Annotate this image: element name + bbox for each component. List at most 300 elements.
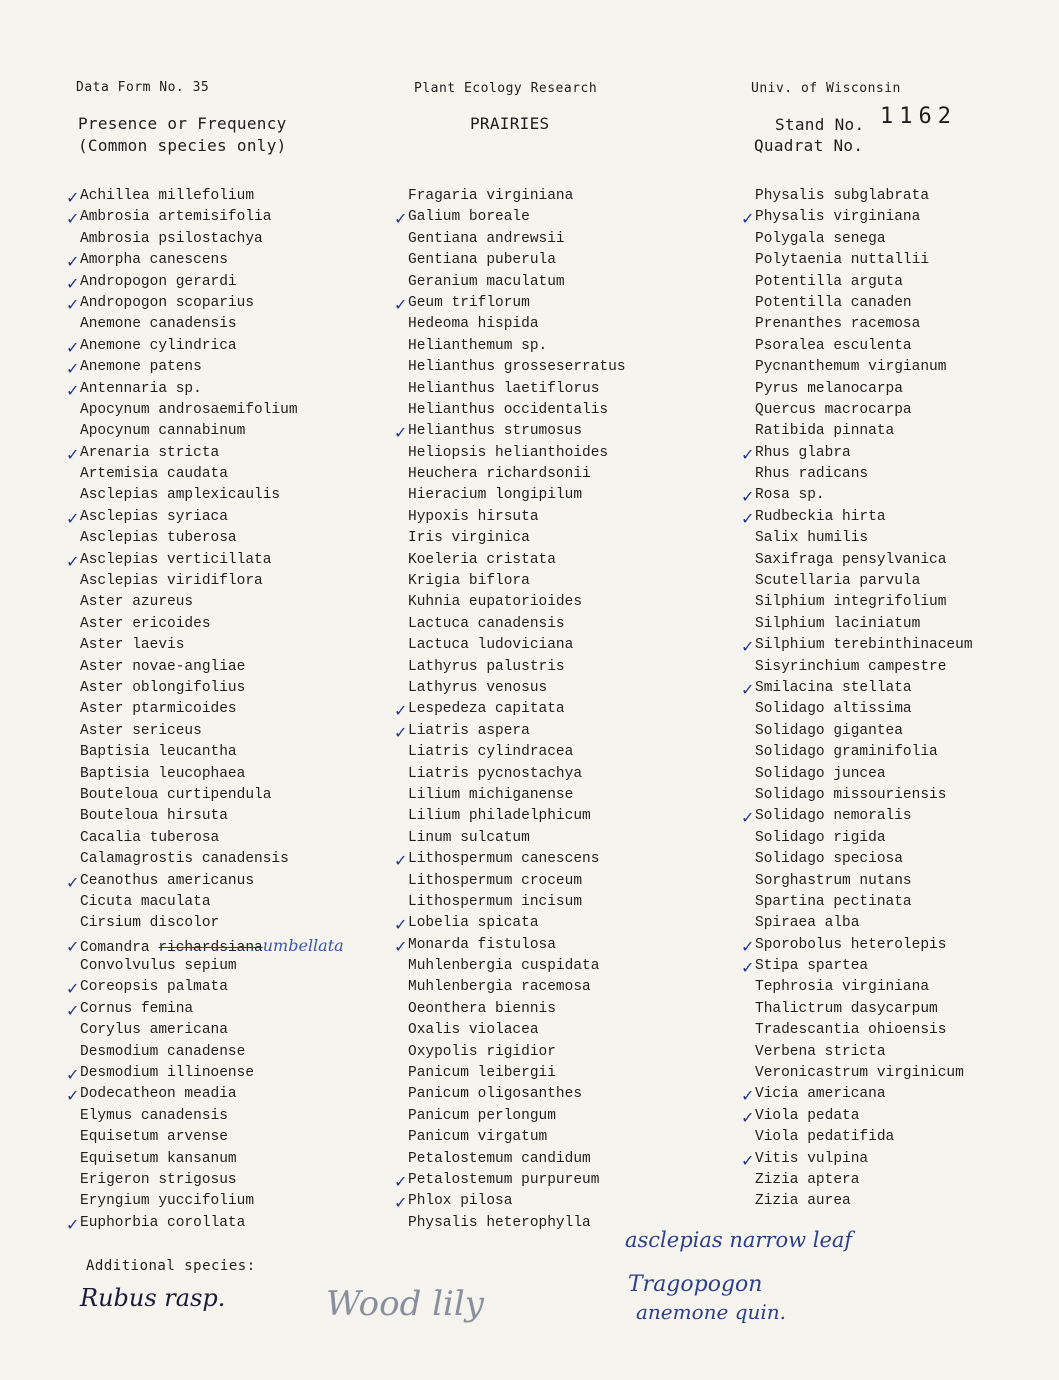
species-name: Panicum leibergii	[408, 1065, 556, 1082]
species-name: Helianthemum sp.	[408, 337, 548, 354]
species-name: Solidago nemoralis	[755, 808, 912, 825]
species-row	[755, 314, 1055, 335]
species-name: Sorghastrum nutans	[755, 872, 912, 889]
species-row	[80, 764, 380, 785]
species-name: Equisetum arvense	[80, 1129, 228, 1146]
species-name: Helianthus strumosus	[408, 423, 583, 440]
species-row	[408, 464, 708, 485]
species-row	[408, 550, 708, 571]
species-name: Petalostemum candidum	[408, 1150, 591, 1167]
species-row	[741, 956, 1055, 978]
species-row	[741, 935, 1055, 956]
species-name: Thalictrum dasycarpum	[755, 1000, 938, 1017]
checkmark-icon: ✓	[741, 958, 755, 978]
species-row	[755, 871, 1055, 892]
species-name: Achillea millefolium	[80, 188, 255, 204]
organization: Plant Ecology Research	[414, 81, 598, 96]
species-row	[80, 421, 380, 442]
species-row	[80, 742, 380, 763]
species-name: Anemone patens	[80, 359, 202, 376]
species-name: Potentilla arguta	[755, 273, 903, 290]
additional-species-label: Additional species:	[86, 1258, 256, 1274]
species-name: Iris virginica	[408, 530, 530, 547]
species-name: Monarda fistulosa	[408, 936, 556, 953]
species-row	[394, 207, 708, 229]
species-row	[408, 485, 708, 506]
species-row	[408, 1084, 708, 1105]
species-name: Zizia aurea	[755, 1193, 851, 1210]
species-name: Heliopsis helianthoides	[408, 444, 609, 461]
species-row	[408, 785, 708, 806]
species-row	[80, 571, 380, 592]
species-name: Erigeron strigosus	[80, 1171, 237, 1188]
checkmark-icon: ✓	[66, 188, 80, 207]
species-row	[80, 1106, 380, 1127]
species-name: Geranium maculatum	[408, 273, 565, 290]
species-row	[394, 1170, 708, 1191]
species-name: Sisyrinchium campestre	[755, 658, 947, 675]
section-title: PRAIRIES	[470, 114, 550, 133]
species-name: Aster sericeus	[80, 722, 202, 739]
species-name: Physalis subglabrata	[755, 188, 930, 204]
species-name: Liatris cylindracea	[408, 744, 574, 761]
species-row	[80, 892, 380, 913]
species-name: Salix humilis	[755, 530, 869, 547]
species-name: Viola pedatifida	[755, 1129, 895, 1146]
species-row	[755, 1170, 1055, 1191]
species-name: Bouteloua curtipendula	[80, 786, 272, 803]
species-name: Stipa spartea	[755, 958, 869, 975]
species-row	[755, 229, 1055, 250]
species-name: Rudbeckia hirta	[755, 508, 886, 525]
species-name: Equisetum kansanum	[80, 1150, 237, 1167]
species-row	[408, 806, 708, 827]
species-name: Lobelia spicata	[408, 915, 539, 932]
checkmark-icon: ✓	[394, 722, 408, 742]
species-row	[66, 293, 380, 314]
species-row	[408, 1127, 708, 1148]
species-name: Corylus americana	[80, 1022, 228, 1039]
species-row	[66, 250, 380, 272]
checkmark-icon: ✓	[66, 872, 80, 892]
handwritten-correction: umbellata	[262, 935, 344, 955]
struck-epithet: richardsiana	[158, 939, 263, 956]
species-name: Cicuta maculata	[80, 893, 211, 910]
species-name: Ambrosia psilostachya	[80, 230, 263, 247]
species-row	[80, 956, 380, 977]
species-row	[408, 443, 708, 464]
checkmark-icon: ✓	[66, 1086, 80, 1106]
species-row	[741, 678, 1055, 699]
species-name: Veronicastrum virginicum	[755, 1065, 964, 1082]
species-row	[408, 999, 708, 1020]
species-name: Apocynum androsaemifolium	[80, 401, 298, 418]
species-name: Solidago gigantea	[755, 722, 903, 739]
species-row	[394, 1191, 708, 1213]
species-row	[755, 1191, 1055, 1212]
species-name: Bouteloua hirsuta	[80, 808, 228, 825]
species-name: Rhus glabra	[755, 444, 851, 461]
species-name: Saxifraga pensylvanica	[755, 551, 947, 568]
species-name: Asclepias viridiflora	[80, 573, 263, 590]
checkmark-icon: ✓	[66, 294, 80, 314]
species-row	[80, 229, 380, 250]
species-name: Quercus macrocarpa	[755, 401, 912, 418]
species-name: Cirsium discolor	[80, 915, 220, 932]
species-row	[80, 849, 380, 870]
species-row	[755, 913, 1055, 934]
species-name: Vicia americana	[755, 1086, 886, 1103]
species-row	[408, 678, 708, 699]
species-row	[741, 635, 1055, 657]
species-row	[66, 1213, 380, 1234]
species-name: Asclepias tuberosa	[80, 530, 237, 547]
species-row	[80, 592, 380, 613]
title-line-1: Presence or Frequency	[78, 114, 287, 133]
species-name: Fragaria virginiana	[408, 188, 574, 204]
species-name: Linum sulcatum	[408, 829, 530, 846]
checkmark-icon: ✓	[66, 1214, 80, 1234]
checkmark-icon: ✓	[66, 380, 80, 400]
species-row	[408, 379, 708, 400]
species-name: Amorpha canescens	[80, 252, 228, 269]
species-row	[755, 785, 1055, 806]
title-line-2: (Common species only)	[78, 136, 287, 155]
species-name: Prenanthes racemosa	[755, 316, 921, 333]
species-row	[408, 357, 708, 378]
species-name: Anemone cylindrica	[80, 337, 237, 354]
checkmark-icon: ✓	[394, 294, 408, 314]
species-name: Psoralea esculenta	[755, 337, 912, 354]
species-row	[66, 207, 380, 229]
species-row	[66, 379, 380, 400]
species-name: Hieracium longipilum	[408, 487, 583, 504]
checkmark-icon: ✓	[66, 359, 80, 379]
species-name: Asclepias verticillata	[80, 551, 272, 568]
species-name: Panicum virgatum	[408, 1129, 548, 1146]
species-name: Ambrosia artemisifolia	[80, 209, 272, 226]
checkmark-icon: ✓	[741, 936, 755, 956]
species-name: Lathyrus venosus	[408, 679, 548, 696]
species-name: Aster azureus	[80, 594, 194, 611]
species-name: Zizia aptera	[755, 1171, 860, 1188]
species-name: Arenaria stricta	[80, 444, 220, 461]
species-row	[755, 1020, 1055, 1041]
species-row	[80, 614, 380, 635]
species-row	[394, 913, 708, 935]
species-row	[408, 336, 708, 357]
species-row	[66, 443, 380, 464]
species-name: Lithospermum incisum	[408, 893, 583, 910]
species-row	[66, 357, 380, 379]
species-row	[66, 550, 380, 571]
species-row	[80, 657, 380, 678]
species-name: Smilacina stellata	[755, 679, 912, 696]
species-row	[408, 507, 708, 528]
species-name: Hedeoma hispida	[408, 316, 539, 333]
species-row	[408, 592, 708, 613]
species-name: Oxalis violacea	[408, 1022, 539, 1039]
species-row	[80, 699, 380, 720]
checkmark-icon: ✓	[741, 808, 755, 828]
species-name: Sporobolus heterolepis	[755, 936, 947, 953]
species-name: Solidago missouriensis	[755, 786, 947, 803]
species-row	[755, 614, 1055, 635]
species-row	[755, 764, 1055, 785]
species-name: Solidago altissima	[755, 701, 912, 718]
checkmark-icon: ✓	[394, 915, 408, 935]
species-name: Kuhnia eupatorioides	[408, 594, 583, 611]
species-row	[80, 678, 380, 699]
species-name: Lespedeza capitata	[408, 701, 565, 718]
species-row	[408, 956, 708, 977]
species-name: Phlox pilosa	[408, 1193, 513, 1210]
species-row	[741, 1106, 1055, 1127]
checkmark-icon: ✓	[66, 551, 80, 571]
species-row	[408, 764, 708, 785]
stand-label: Stand No.	[775, 115, 865, 134]
species-name: Lithospermum canescens	[408, 851, 600, 868]
species-row	[408, 186, 708, 207]
stand-number: 1162	[880, 104, 957, 129]
species-name: Aster ericoides	[80, 615, 211, 632]
species-row	[80, 1020, 380, 1041]
additional-entry-5: anemone quin.	[636, 1300, 787, 1324]
checkmark-icon: ✓	[394, 851, 408, 871]
species-name: Cornus femina	[80, 1000, 194, 1017]
checkmark-icon: ✓	[394, 209, 408, 229]
species-row	[408, 1042, 708, 1063]
species-row	[755, 357, 1055, 378]
species-row	[394, 699, 708, 721]
species-row	[80, 913, 380, 934]
species-row	[408, 1106, 708, 1127]
species-row	[394, 935, 708, 956]
species-name: Spiraea alba	[755, 915, 860, 932]
checkmark-icon: ✓	[394, 936, 408, 956]
species-name: Convolvulus sepium	[80, 958, 237, 975]
species-row	[755, 272, 1055, 293]
checkmark-icon: ✓	[66, 273, 80, 293]
species-row	[741, 485, 1055, 507]
species-name: Solidago rigida	[755, 829, 886, 846]
species-name: Ratibida pinnata	[755, 423, 895, 440]
species-row	[408, 1063, 708, 1084]
checkmark-icon: ✓	[394, 1193, 408, 1213]
species-name: Krigia biflora	[408, 573, 530, 590]
species-name: Asclepias amplexicaulis	[80, 487, 281, 504]
species-row	[394, 293, 708, 314]
species-name: Pyrus melanocarpa	[755, 380, 903, 397]
species-row	[408, 272, 708, 293]
checkmark-icon: ✓	[66, 508, 80, 528]
species-row	[66, 1084, 380, 1106]
checkmark-icon: ✓	[394, 423, 408, 443]
species-row	[755, 400, 1055, 421]
species-row	[66, 186, 380, 207]
checkmark-icon: ✓	[66, 444, 80, 464]
species-name: Liatris pycnostachya	[408, 765, 583, 782]
species-row	[755, 336, 1055, 357]
species-name: Silphium terebinthinaceum	[755, 637, 973, 654]
species-name: Baptisia leucantha	[80, 744, 237, 761]
species-name: Petalostemum purpureum	[408, 1171, 600, 1188]
species-name: Oxypolis rigidior	[408, 1043, 556, 1060]
checkmark-icon: ✓	[66, 337, 80, 357]
species-name: Tephrosia virginiana	[755, 979, 930, 996]
species-row	[408, 1149, 708, 1170]
species-row	[80, 464, 380, 485]
species-row	[66, 507, 380, 528]
species-row	[80, 721, 380, 742]
additional-entry-2: Wood lily	[326, 1284, 484, 1324]
species-row	[408, 742, 708, 763]
additional-entry-4: Tragopogon	[628, 1272, 763, 1297]
species-name: Lactuca ludoviciana	[408, 637, 574, 654]
species-name: Apocynum cannabinum	[80, 423, 246, 440]
species-name: Baptisia leucophaea	[80, 765, 246, 782]
species-name: Silphium integrifolium	[755, 594, 947, 611]
species-name: Muhlenbergia cuspidata	[408, 958, 600, 975]
checkmark-icon: ✓	[741, 508, 755, 528]
species-name: Cacalia tuberosa	[80, 829, 220, 846]
species-row	[80, 828, 380, 849]
species-name: Polygala senega	[755, 230, 886, 247]
species-row	[408, 571, 708, 592]
university: Univ. of Wisconsin	[751, 81, 901, 96]
species-name: Aster oblongifolius	[80, 679, 246, 696]
species-name: Eryngium yuccifolium	[80, 1193, 255, 1210]
species-name: Calamagrostis canadensis	[80, 851, 289, 868]
species-row	[741, 806, 1055, 828]
species-row	[755, 421, 1055, 442]
species-row	[80, 485, 380, 506]
species-row	[755, 528, 1055, 549]
species-row	[755, 186, 1055, 207]
species-name: Lactuca canadensis	[408, 615, 565, 632]
species-row	[755, 293, 1055, 314]
species-row	[755, 721, 1055, 742]
species-name: Oeonthera biennis	[408, 1000, 556, 1017]
species-name: Helianthus grosseserratus	[408, 359, 626, 376]
species-name: Lilium michiganense	[408, 786, 574, 803]
species-row	[755, 849, 1055, 870]
checkmark-icon: ✓	[66, 209, 80, 229]
species-name: Rhus radicans	[755, 466, 869, 483]
checkmark-icon: ✓	[66, 1065, 80, 1085]
species-name: Lilium philadelphicum	[408, 808, 591, 825]
species-name: Ceanothus americanus	[80, 872, 255, 889]
species-row	[80, 528, 380, 549]
species-name: Physalis heterophylla	[408, 1214, 591, 1231]
species-row	[80, 1127, 380, 1148]
species-row	[394, 421, 708, 443]
species-name: Muhlenbergia racemosa	[408, 979, 591, 996]
species-name: Galium boreale	[408, 209, 530, 226]
species-name: Desmodium illinoense	[80, 1065, 255, 1082]
species-row	[755, 828, 1055, 849]
species-name: Pycnanthemum virgianum	[755, 359, 947, 376]
species-name: Asclepias syriaca	[80, 508, 228, 525]
species-row	[408, 635, 708, 656]
additional-entry-1: Rubus rasp.	[80, 1284, 226, 1312]
species-name: Anemone canadensis	[80, 316, 237, 333]
species-row	[66, 999, 380, 1020]
species-row	[755, 592, 1055, 613]
species-name: Geum triflorum	[408, 294, 530, 311]
checkmark-icon: ✓	[394, 1171, 408, 1191]
form-number: Data Form No. 35	[76, 80, 210, 95]
species-name: Vitis vulpina	[755, 1150, 869, 1167]
species-row	[66, 871, 380, 892]
species-row	[755, 657, 1055, 678]
species-row	[408, 1020, 708, 1041]
checkmark-icon: ✓	[66, 252, 80, 272]
checkmark-icon: ✓	[741, 444, 755, 464]
species-row	[80, 635, 380, 656]
species-row	[80, 806, 380, 827]
species-row	[408, 614, 708, 635]
species-row	[408, 977, 708, 998]
species-row	[394, 721, 708, 742]
species-name: Silphium laciniatum	[755, 615, 921, 632]
species-name: Gentiana andrewsii	[408, 230, 565, 247]
species-name: Spartina pectinata	[755, 893, 912, 910]
species-name: Tradescantia ohioensis	[755, 1022, 947, 1039]
species-row	[408, 828, 708, 849]
species-name: Antennaria sp.	[80, 380, 202, 397]
species-row	[755, 1063, 1055, 1084]
species-row	[408, 871, 708, 892]
species-column-2	[394, 186, 708, 1234]
species-column-3	[741, 186, 1055, 1213]
species-row	[66, 336, 380, 357]
species-name: Viola pedata	[755, 1107, 860, 1124]
checkmark-icon: ✓	[741, 487, 755, 507]
species-name: Rosa sp.	[755, 487, 825, 504]
checkmark-icon: ✓	[394, 701, 408, 721]
species-row	[80, 1191, 380, 1212]
species-name: Lathyrus palustris	[408, 658, 565, 675]
species-row	[755, 379, 1055, 400]
species-name: Liatris aspera	[408, 722, 530, 739]
species-row	[755, 892, 1055, 913]
species-row	[408, 657, 708, 678]
species-row	[408, 314, 708, 335]
species-row	[408, 400, 708, 421]
species-name: Comandra	[80, 939, 150, 956]
additional-entry-3: asclepias narrow leaf	[625, 1228, 853, 1252]
species-name: Verbena stricta	[755, 1043, 886, 1060]
species-name: Lithospermum croceum	[408, 872, 583, 889]
species-column-1	[66, 186, 380, 1234]
species-row	[66, 977, 380, 999]
checkmark-icon: ✓	[741, 679, 755, 699]
species-name: Elymus canadensis	[80, 1107, 228, 1124]
species-row	[755, 699, 1055, 720]
species-name: Andropogon gerardi	[80, 273, 237, 290]
species-row	[755, 550, 1055, 571]
species-row	[394, 849, 708, 871]
species-row	[755, 977, 1055, 998]
species-row	[80, 314, 380, 335]
species-row	[80, 1042, 380, 1063]
species-name: Dodecatheon meadia	[80, 1086, 237, 1103]
species-row	[755, 999, 1055, 1020]
species-name: Solidago speciosa	[755, 851, 903, 868]
species-name: Aster ptarmicoides	[80, 701, 237, 718]
species-name: Andropogon scoparius	[80, 294, 255, 311]
